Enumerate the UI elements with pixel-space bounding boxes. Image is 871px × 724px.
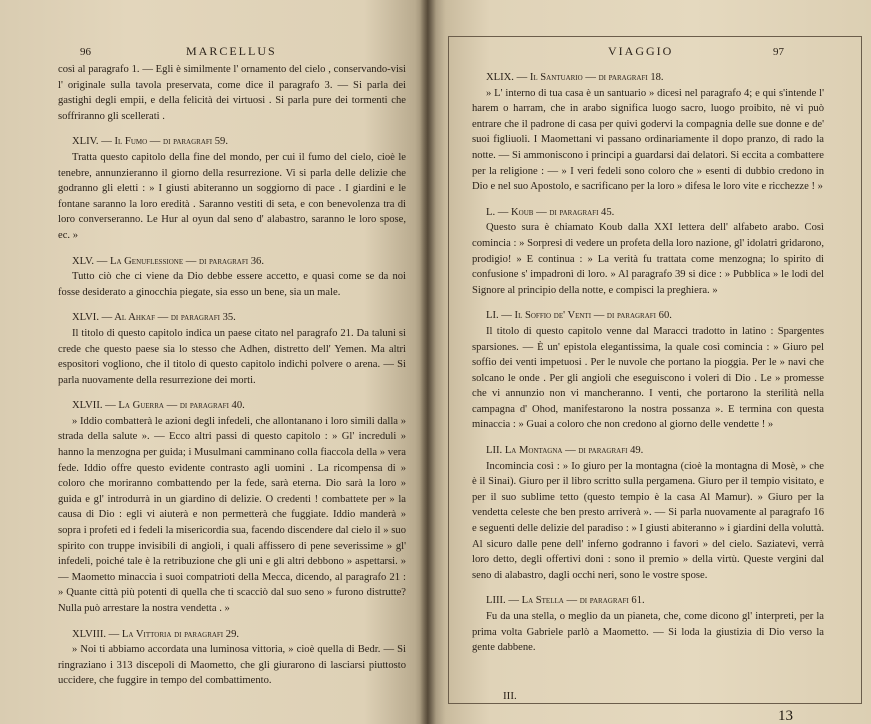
chapter-heading: XLVII. — La Guerra — di paragrafi 40. <box>72 400 245 412</box>
left-page-number: 96 <box>80 46 91 58</box>
right-page-number: 97 <box>773 46 784 58</box>
paragraph: così al paragrafo 1. — Egli è similmente l' ornamento del cielo , conservando-visi l' originale sulla tavola preservata, come dice il paragrafo 3. — Si parla dei gastighi degli empii, e della felicità dei virtuosi . Si parla pure dei tormenti che soffriranno gli scellerati . <box>58 64 406 122</box>
chapter-heading: LI. — Il Soffio de' Venti — di paragrafi 60. <box>486 310 672 322</box>
chapter-heading: LIII. — La Stella — di paragrafi 61. <box>486 595 645 607</box>
chapter-heading: LII. La Montagna — di paragrafi 49. <box>486 445 644 457</box>
right-page <box>428 0 871 724</box>
signature-mark: III. <box>503 690 517 702</box>
left-running-header: MARCELLUS <box>186 44 277 58</box>
paragraph: » Iddio combatterà le azioni degli infedeli, che allontanano i loro simili dalla » strada della salute ». — Ecco altri passi di questo capitolo : » Gl' incredulі » hanno la menzogna per guida; i Musulmani camminano colla fiaccola della » vera fede. Iddio offre questo evidente contrasto agli uomini . La ricompensa di » coloro che moriranno combattendo per la fede, sarà eterna. Dio sarà la loro » guida e gl' introdurrà in un giardino di delizie. O credenti ! combattete per » la causa di Dio : egli vi aiuterà e non permetterà che fuggiate. Iddio manderà » sopra i profeti ed i fedeli la misericordia sua, facendo discendere dal cielo il » suo spirito con truppe invisibili di angioli, i quali affissero di pene severissime » gl' infedeli, poiché tale è la retribuzione che gli uni e gli altri debbono » aspettarsi. » — Maometto minaccia i suoi compatrioti della Mecca, dicendo, al paragrafo 21 : » Quante città più potenti di quella che ti scacciò dal suo seno » furono distrutte? Nulla può arrestare la nostra vendetta . » <box>58 415 406 614</box>
left-page <box>0 0 428 724</box>
left-text-block <box>58 62 406 689</box>
paragraph: » Noi ti abbiamo accordata una luminosa vittoria, » cioè quella di Bedr. — Si ringraziano i 313 discepoli di Maometto, che gli giurarono di lasciarsi piuttosto uccidere, che fuggire in tempo del combattimento. <box>58 644 406 687</box>
paragraph: Il titolo di questo capitolo indica un paese citato nel paragrafo 21. Da taluni si crede che questo paese sia lo stesso che Adhen, distretto dell' Yemen. Ma altri espositori vogliono, che il titolo di questo capitolo indichi polvere o arena. — Si parla nuovamente della resurrezione dei morti. <box>58 327 406 386</box>
chapter-heading: L. — Koub — di paragrafi 45. <box>486 206 615 218</box>
chapter-heading: XLIX. — Il Santuario — di paragrafi 18. <box>486 72 664 83</box>
right-text-block <box>472 70 824 656</box>
paragraph: Tutto ciò che ci viene da Dio debbe essere accetto, e quasi come se da noi fosse desiderato a ginocchia piegate, sia esso un bene, sia un male. <box>58 271 406 298</box>
paragraph: Tratta questo capitolo della fine del mondo, per cui il fumo del cielo, cioè le tenebre, annunzieranno il giorno della resurrezione. Vi si parla delle delizie che godranno gli eletti : » I giusti abiteranno un soggiorno di pace . I giardini e le fontane saranno la loro eredità . Saranno vestiti di seta, e con benevolenza tra di loro converseranno. Le Hur al oyun dal seno d' alabastro, saranno le loro spose, ec. » <box>58 151 406 241</box>
paragraph: Questo sura è chiamato Koub dalla XXI lettera dell' alfabeto arabo. Così comincia : » Sorpresi di vedere un profeta della loro nazione, gl' idolatri gridarono, prodigio! » E continua : » La verità fu trattata come menzogna; lo spirito di confusione s' impadronì di loro. » Al paragrafo 39 si dice : » Pubblica » le lodi del Signore al principio della notte, e compisci la preghiera. » <box>472 222 824 296</box>
corner-number: 13 <box>778 708 793 724</box>
chapter-heading: XLV. — La Genuflessione — di paragrafi 36. <box>72 255 264 267</box>
paragraph: Fu da una stella, o meglio da un pianeta, che, come dicono gl' interpreti, per la prima volta Gabriele parlò a Maometto. — Si loda la giustizia di Dio verso la gente dabbene. <box>472 611 824 654</box>
paragraph: Il titolo di questo capitolo venne dal Maracci tradotto in latino : Spargentes sparsiones. — È un' epistola elegantissima, la quale così comincia : » Giuro pel soffio dei venti impetuosi . Per le nuvole che portano la pioggia. Per le » navi che solcano le onde . Per gli angioli che eseguiscono i voleri di Dio . Le » promesse che vi annunzio non vi mancheranno. I venti, che portarono la sterilità nella campagna d' Ohod, manifestarono la nostra possanza ». E termina con questa minaccia : » Guai a coloro che non credono al giorno delle vendette ! » <box>472 325 824 431</box>
chapter-heading: XLVI. — Al Ahkaf — di paragrafi 35. <box>72 312 236 324</box>
paragraph: » L' interno di tua casa è un santuario » dicesi nel paragrafo 4; e qui s'intende l' harem o harram, che in arabo significa luogo sacro, luogo proibito, nè vi può entrare che il padrone di casa per quivi godervi la compagnia delle sue donne e de' suoi figliuoli. I Maomettani vi passano ordinariamente il dopo pranzo, di rado la notte. — Si ammoniscono i principi a guardarsi dai delatori. Si eccita a combattere per la religione : — » I veri fedeli sono coloro che » esenti di dubbio credono in Dio e nel suo Apostolo, e sacrificano per la loro » difesa le loro vite e ricchezze ! » <box>472 87 824 193</box>
paragraph: Incomincia così : » Io giuro per la montagna (cioè la montagna di Mosè, » che è il Sinai). Giuro per il libro scritto sulla pergamena. Giuro per il tempio visitato, e per il suo sublime tetto (questo tempio è la casa Al Mamur). » Giuro per la vendetta celeste che ben presto arriverà ». — Si parla nuovamente al paragrafo 16 e seguenti delle delizie del paradiso : » I giusti abiteranno » i giardini della voluttà. Al sicuro dalle pene dell' inferno godranno i favori » del cielo. Saziatevi, verrà loro detto, degli offertivi doni : sono il premio » della virtù. Queste vergini dal seno di alabastro, dagli occhi neri, sono le vostre spose. <box>472 460 824 581</box>
right-running-header: VIAGGIO <box>608 44 674 58</box>
book-gutter <box>420 0 436 724</box>
chapter-heading: XLVIII. — La Vittoria di paragrafi 29. <box>72 628 240 640</box>
chapter-heading: XLIV. — Il Fumo — di paragrafi 59. <box>72 136 228 148</box>
